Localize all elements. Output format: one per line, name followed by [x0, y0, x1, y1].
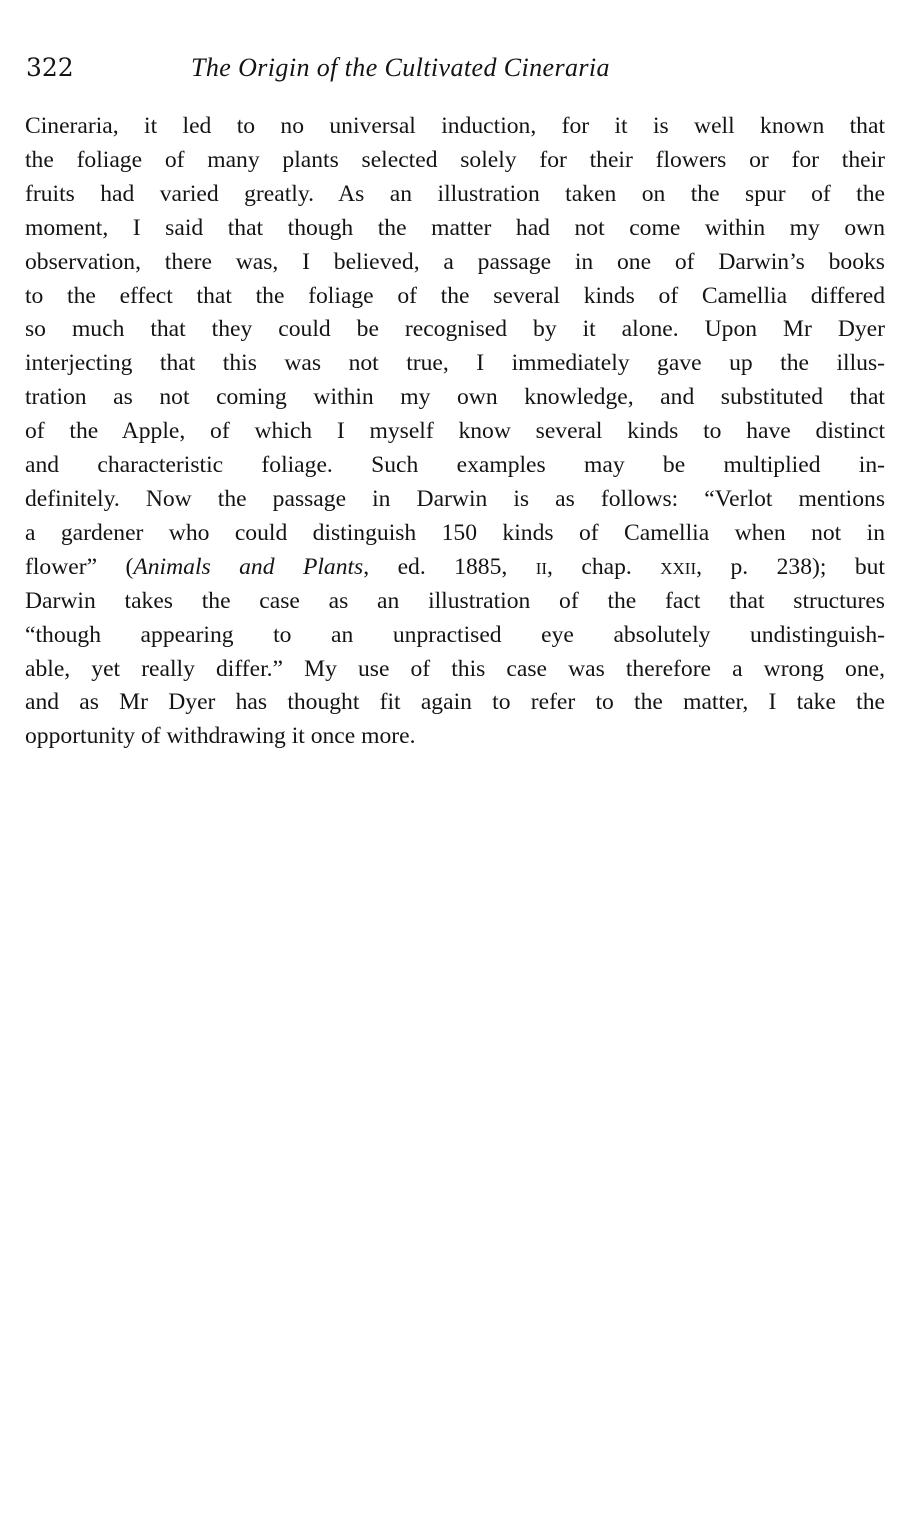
text-line: opportunity of withdrawing it once more.	[25, 723, 416, 750]
citation-post: , p. 238); but	[696, 553, 885, 580]
text-line: so much that they could be recognised by it alone. Upon Mr Dyer	[25, 316, 885, 343]
text-line: moment, I said that though the matter had not come within my own	[25, 214, 885, 241]
text-line: able, yet really differ.” My use of this case was therefore a wrong one,	[25, 655, 885, 682]
book-title: Animals and Plants	[133, 553, 364, 580]
text-line: and characteristic foliage. Such examples may be multiplied in-	[25, 452, 885, 479]
citation-mid: , ed. 1885,	[363, 553, 536, 580]
volume-number: ii	[535, 553, 548, 580]
citation-pre: flower” (	[25, 553, 134, 580]
text-line: a gardener who could distinguish 150 kinds of Camellia when not in	[25, 519, 885, 546]
text-line: fruits had varied greatly. As an illustration taken on the spur of the	[25, 180, 885, 207]
body-paragraph	[25, 110, 885, 754]
text-line-citation	[25, 551, 885, 585]
text-line: “though appearing to an unpractised eye absolutely undistinguish-	[25, 621, 885, 648]
text-line: to the effect that the foliage of the several kinds of Camellia differed	[25, 282, 885, 309]
running-title: The Origin of the Cultivated Cineraria	[191, 53, 610, 82]
running-head	[26, 50, 886, 90]
text-line: tration as not coming within my own knowledge, and substituted that	[25, 384, 885, 411]
text-line: the foliage of many plants selected solely for their flowers or for their	[25, 146, 885, 173]
citation-mid2: , chap.	[547, 553, 661, 580]
text-line: of the Apple, of which I myself know several kinds to have distinct	[25, 418, 885, 445]
text-line: observation, there was, I believed, a passage in one of Darwin’s books	[25, 248, 885, 275]
text-line: definitely. Now the passage in Darwin is as follows: “Verlot mentions	[25, 485, 885, 512]
text-line: Darwin takes the case as an illustration of the fact that structures	[25, 587, 885, 614]
chapter-number: xxii	[660, 553, 697, 580]
text-line: and as Mr Dyer has thought fit again to refer to the matter, I take the	[25, 689, 885, 716]
text-line: Cineraria, it led to no universal induction, for it is well known that	[25, 113, 885, 139]
text-line: interjecting that this was not true, I immediately gave up the illus-	[25, 350, 885, 377]
page-number: 322	[26, 53, 74, 82]
